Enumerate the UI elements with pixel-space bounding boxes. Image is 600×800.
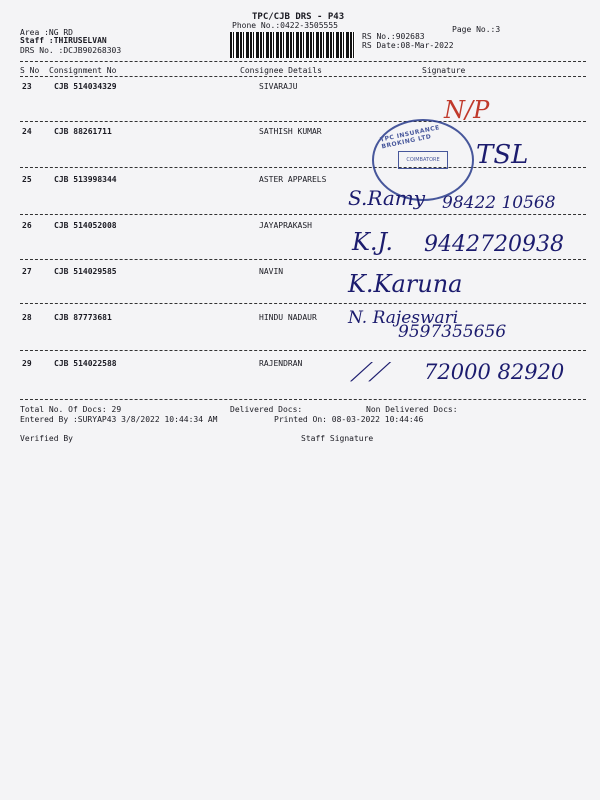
not-present-mark: N/P [444, 96, 490, 124]
row-23-consignee: SIVARAJU [259, 82, 298, 91]
verified-by: Verified By [20, 434, 73, 443]
drs-number: DRS No. :DCJB90268303 [20, 46, 122, 55]
non-delivered-docs: Non Delivered Docs: [366, 405, 458, 414]
row-26-s-no: 26 [22, 221, 32, 230]
row-25-consignment: CJB 513998344 [54, 175, 117, 184]
row-29-phone: 72000 82920 [424, 360, 565, 384]
row-divider [20, 350, 586, 351]
column-header-consignee: Consignee Details [240, 66, 322, 75]
row-25-s-no: 25 [22, 175, 32, 184]
row-24-signature: TSL [476, 140, 529, 170]
table-end-divider [20, 399, 586, 400]
rs-number: RS No.:902683 [362, 32, 425, 41]
row-24-consignment: CJB 88261711 [54, 127, 112, 136]
row-29-signature-scribble: ⟋⟋ [350, 358, 387, 388]
row-25-consignee: ASTER APPARELS [259, 175, 327, 184]
row-23-consignment: CJB 514034329 [54, 82, 117, 91]
row-27-consignee: NAVIN [259, 267, 284, 276]
row-28-signature: N. Rajeswari [348, 308, 459, 328]
row-29-s-no: 29 [22, 359, 32, 368]
staff-signature-label: Staff Signature [301, 434, 374, 443]
column-header-s-no: S No [20, 66, 40, 75]
row-25-phone: 98422 10568 [442, 193, 556, 213]
row-29-consignee: RAJENDRAN [259, 359, 303, 368]
page-number: Page No.:3 [452, 25, 501, 34]
header-divider-top [20, 61, 586, 62]
row-28-s-no: 28 [22, 313, 32, 322]
row-28-consignee: HINDU NADAUR [259, 313, 317, 322]
total-docs: Total No. Of Docs: 29 [20, 405, 122, 414]
row-29-consignment: CJB 514022588 [54, 359, 117, 368]
row-27-consignment: CJB 514029585 [54, 267, 117, 276]
row-divider [20, 303, 586, 304]
row-28-phone: 9597355656 [398, 322, 507, 342]
row-24-consignee: SATHISH KUMAR [259, 127, 322, 136]
row-23-s-no: 23 [22, 82, 32, 91]
row-divider [20, 214, 586, 215]
document-title: TPC/CJB DRS - P43 [252, 12, 345, 22]
row-divider [20, 121, 586, 122]
stamp-center-text: COIMBATORE [398, 151, 448, 169]
row-25-signature: S.Ramy [348, 186, 426, 210]
row-26-phone: 9442720938 [424, 232, 564, 257]
header-divider-bottom [20, 76, 586, 77]
row-26-consignment: CJB 514052008 [54, 221, 117, 230]
phone-number: Phone No.:0422-3505555 [232, 21, 338, 30]
stamp-ring-text: TPC INSURANCE BROKING LTD [379, 124, 441, 151]
barcode [230, 32, 355, 58]
row-28-consignment: CJB 87773681 [54, 313, 112, 322]
column-header-consignment: Consignment No [49, 66, 117, 75]
rs-date: RS Date:08-Mar-2022 [362, 41, 454, 50]
entered-by: Entered By :SURYAP43 3/8/2022 10:44:34 AM [20, 415, 218, 424]
row-26-signature: K.J. [352, 228, 393, 256]
area-label: Area :NG RD [20, 28, 73, 37]
row-27-s-no: 27 [22, 267, 32, 276]
staff-name: Staff :THIRUSELVAN [20, 36, 107, 45]
row-24-s-no: 24 [22, 127, 32, 136]
row-26-consignee: JAYAPRAKASH [259, 221, 312, 230]
printed-on: Printed On: 08-03-2022 10:44:46 [274, 415, 424, 424]
row-27-signature: K.Karuna [348, 270, 463, 298]
delivered-docs: Delivered Docs: [230, 405, 303, 414]
row-divider [20, 259, 586, 260]
column-header-signature: Signature [422, 66, 466, 75]
